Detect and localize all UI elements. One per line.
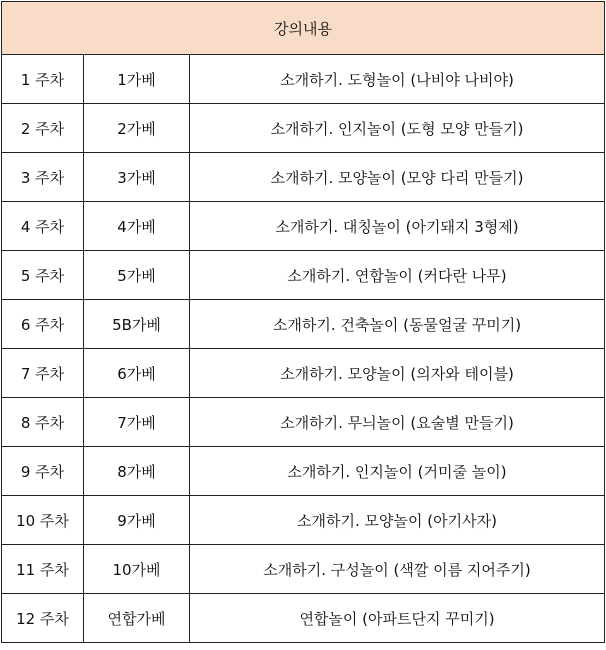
material-cell: 5가베	[84, 251, 190, 300]
material-cell: 7가베	[84, 398, 190, 447]
content-cell: 소개하기. 인지놀이 (거미줄 놀이)	[190, 447, 605, 496]
week-cell: 8 주차	[2, 398, 84, 447]
content-cell: 소개하기. 건축놀이 (동물얼굴 꾸미기)	[190, 300, 605, 349]
week-cell: 6 주차	[2, 300, 84, 349]
material-cell: 8가베	[84, 447, 190, 496]
table-row	[2, 496, 605, 545]
content-cell: 소개하기. 모양놀이 (아기사자)	[190, 496, 605, 545]
table-row	[2, 398, 605, 447]
content-cell: 소개하기. 도형놀이 (나비야 나비야)	[190, 55, 605, 104]
week-cell: 3 주차	[2, 153, 84, 202]
content-cell: 소개하기. 구성놀이 (색깔 이름 지어주기)	[190, 545, 605, 594]
week-cell: 10 주차	[2, 496, 84, 545]
table-row	[2, 104, 605, 153]
table-row	[2, 202, 605, 251]
week-cell: 1 주차	[2, 55, 84, 104]
material-cell: 2가베	[84, 104, 190, 153]
table-row	[2, 153, 605, 202]
content-cell: 소개하기. 무늬놀이 (요술별 만들기)	[190, 398, 605, 447]
table-row	[2, 447, 605, 496]
content-cell: 소개하기. 모양놀이 (모양 다리 만들기)	[190, 153, 605, 202]
week-cell: 5 주차	[2, 251, 84, 300]
table-row	[2, 55, 605, 104]
material-cell: 9가베	[84, 496, 190, 545]
material-cell: 4가베	[84, 202, 190, 251]
material-cell: 10가베	[84, 545, 190, 594]
table-row	[2, 251, 605, 300]
table-row	[2, 545, 605, 594]
week-cell: 11 주차	[2, 545, 84, 594]
week-cell: 2 주차	[2, 104, 84, 153]
content-cell: 소개하기. 연합놀이 (커다란 나무)	[190, 251, 605, 300]
material-cell: 연합가베	[84, 594, 190, 643]
week-cell: 9 주차	[2, 447, 84, 496]
content-cell: 소개하기. 대칭놀이 (아기돼지 3형제)	[190, 202, 605, 251]
material-cell: 1가베	[84, 55, 190, 104]
table-row	[2, 349, 605, 398]
content-cell: 소개하기. 인지놀이 (도형 모양 만들기)	[190, 104, 605, 153]
table-header-row	[2, 2, 605, 55]
content-cell: 연합놀이 (아파트단지 꾸미기)	[190, 594, 605, 643]
table-row	[2, 594, 605, 643]
week-cell: 12 주차	[2, 594, 84, 643]
table-header-title: 강의내용	[2, 2, 605, 55]
material-cell: 3가베	[84, 153, 190, 202]
material-cell: 5B가베	[84, 300, 190, 349]
week-cell: 4 주차	[2, 202, 84, 251]
content-cell: 소개하기. 모양놀이 (의자와 테이블)	[190, 349, 605, 398]
material-cell: 6가베	[84, 349, 190, 398]
lecture-schedule-table	[1, 1, 605, 643]
week-cell: 7 주차	[2, 349, 84, 398]
table-row	[2, 300, 605, 349]
